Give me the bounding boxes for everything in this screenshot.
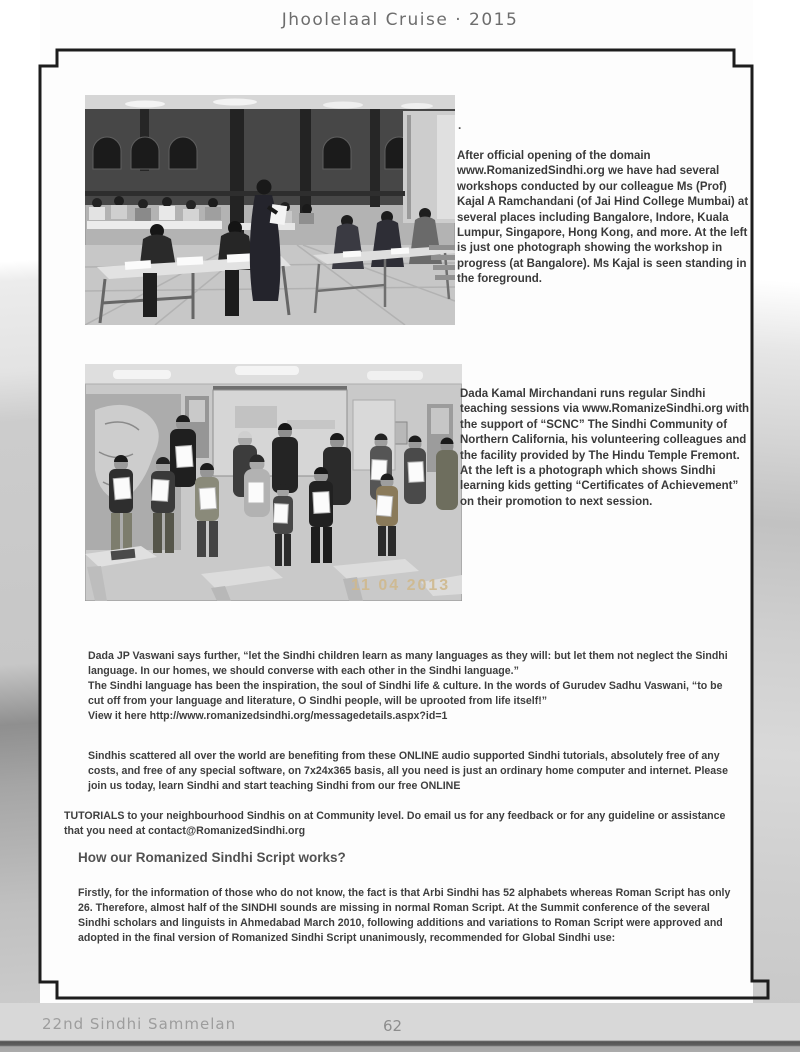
vaswani-quote-block: [88, 649, 730, 724]
certificates-paragraph-part2: At the left is a photograph which shows Sindhi learning kids getting “Certificates of Achievement” on their promotion to next session.: [460, 465, 739, 508]
vaswani-quote-line: Dada JP Vaswani says further, “let the Sindhi children learn as many languages as they will: but let them not neglect the Sindhi language. In our homes, we should converse with each other in the Sindhi language.”: [88, 650, 728, 678]
scan-artifact-dot: .: [458, 118, 462, 132]
page-header-title: Jhoolelaal Cruise · 2015: [281, 10, 519, 30]
certificates-paragraph-part1: Dada Kamal Mirchandani runs regular Sindhi teaching sessions via www.RomanizeSindhi.org with the support of “SCNC” The Sindhi Community of Northern California, his volunteering colleagues and the facility provided by The Hindu Temple Fremont.: [460, 388, 750, 462]
footer-page-number: 62: [383, 1017, 403, 1035]
view-link-line: View it here http://www.romanizedsindhi.org/messagedetails.aspx?id=1: [88, 710, 448, 723]
certificates-photo: [85, 364, 462, 601]
tutorials-contact-paragraph: TUTORIALS to your neighbourhood Sindhis on at Community level. Do email us for any feedback or for any guideline or assistance that you need at contact@RomanizedSindhi.org: [64, 810, 726, 838]
photo-date-stamp: 11 04 2013: [351, 577, 451, 594]
section-heading: How our Romanized Sindhi Script works?: [78, 850, 346, 865]
sindhi-language-line: The Sindhi language has been the inspiration, the soul of Sindhi life & culture. In the words of Gurudev Sadhu Vaswani, “to be cut off from your language and literature, O Sindhi people, will be uprooted from life itself!”: [88, 680, 723, 708]
workshop-paragraph: After official opening of the domain www.RomanizedSindhi.org we have had several workshops conducted by our colleague Ms (Prof) Kajal A Ramchandani (of Jai Hind College Mumbai) at several places including Bangalore, Indore, Kuala Lumpur, Singapore, Hong Kong, and more. At the left is just one photograph showing the workshop in progress (at Bangalore). Ms Kajal is seen standing in the foreground.: [457, 150, 749, 286]
workshop-photo: [85, 95, 455, 325]
certificates-paragraph: [460, 387, 754, 510]
script-intro-paragraph: Firstly, for the information of those who do not know, the fact is that Arbi Sindhi has 52 alphabets whereas Roman Script has only 26. Therefore, almost half of the SINDHI sounds are missing in normal Roman Script. At the Summit conference of the several Sindhi scholars and linguists in Ahmedabad March 2010, following additions and variations to Roman Script were approved and adopted in the final version of Romanized Sindhi Script unanimously, recommended for Global Sindhi use:: [78, 887, 731, 945]
footer-booklet-title: 22nd Sindhi Sammelan: [42, 1015, 237, 1033]
online-tutorials-paragraph: Sindhis scattered all over the world are benefiting from these ONLINE audio supported Sindhi tutorials, absolutely free of any costs, and free of any special software, on 7x24x365 basis, all you need is just an ordinary home computer and internet. Please join us today, learn Sindhi and start teaching Sindhi from our free ONLINE: [88, 750, 728, 793]
